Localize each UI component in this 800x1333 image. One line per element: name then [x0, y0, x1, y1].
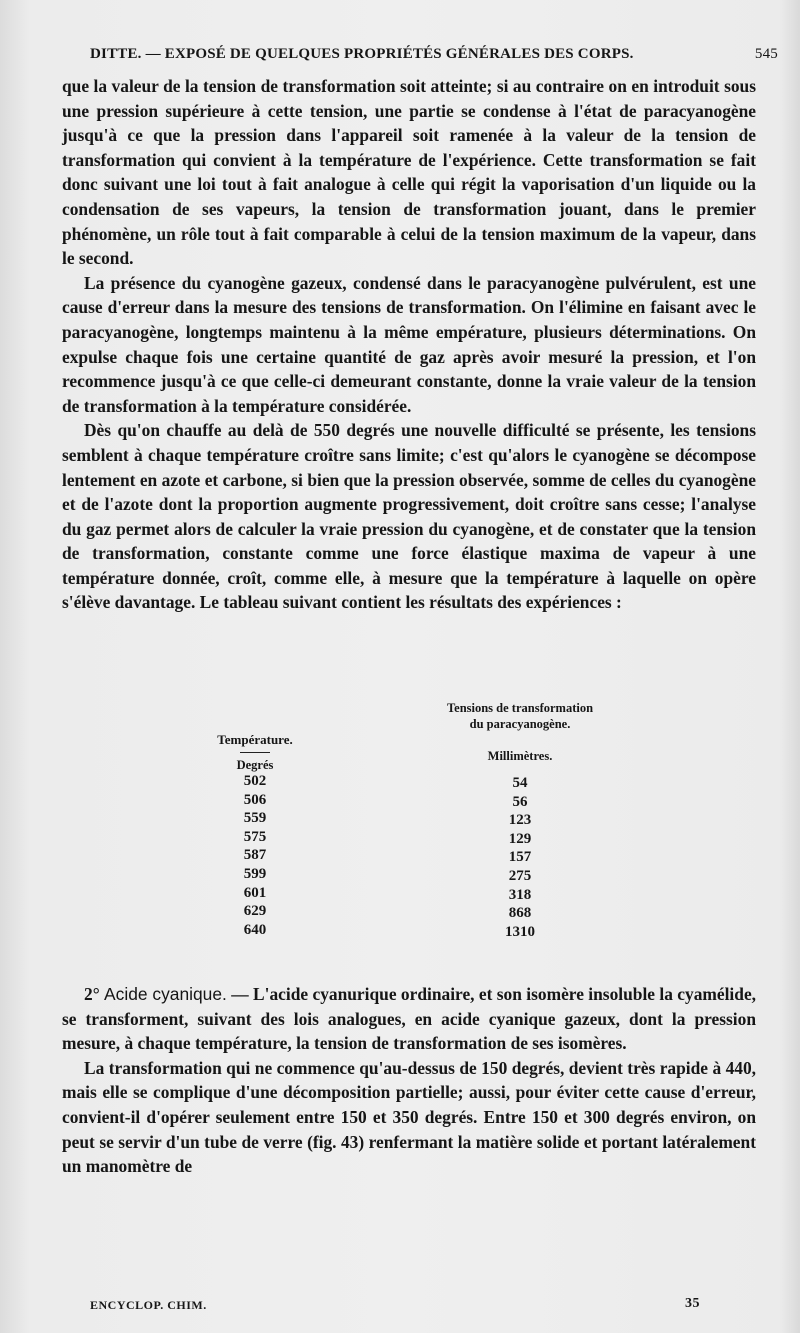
table-cell-temp: 587: [243, 847, 267, 864]
section-paragraph: [62, 982, 756, 1056]
page-footer: [90, 1298, 700, 1320]
paragraph: La présence du cyanogène gazeux, condensé dans le paracyanogène pulvérulent, est une cause d'erreur dans la mesure des tensions de transformation. On l'élimine en faisant avec le paracyanogène, longtemps maintenu à la même empérature, plusieurs déterminations. On expulse chaque fois une certaine quantité de gaz après avoir mesuré la pression, et l'on recommence jusqu'à ce que celle-ci demeurant constante, donne la vraie valeur de la tension de transformation à la température considérée.: [62, 272, 756, 416]
running-title: DITTE. — EXPOSÉ DE QUELQUES PROPRIÉTÉS GÉNÉRALES DES CORPS.: [90, 46, 634, 62]
data-table: [200, 700, 594, 950]
table-cell-temp: 506: [243, 791, 267, 808]
unit-millimeters: Millimètres.: [487, 749, 553, 763]
section-number: 2°: [84, 984, 100, 1004]
table-cell-tension: 318: [508, 886, 532, 903]
table-cell-tension: 275: [508, 867, 532, 884]
table-cell-temp: 629: [243, 903, 267, 920]
temperature-column: [200, 772, 310, 939]
signature-mark: 35: [685, 1296, 700, 1311]
table-header-tension: [420, 700, 620, 732]
paragraph: La transformation qui ne commence qu'au-dessus de 150 degrés, devient très rapide à 440, mais elle se complique d'une décomposition partielle; aussi, pour éviter cette cause d'erreur, convient-il d'opérer seulement entre 150 et 350 degrés. Entre 150 et 300 degrés environ, on peut se servir d'un tube de verre (fig. 43) renfermant la matière solide et portant latéralement un manomètre de: [62, 1057, 756, 1177]
table-header-temperature: Température.: [217, 732, 293, 747]
page-number: 545: [754, 46, 778, 62]
table-cell-tension: 157: [508, 849, 532, 866]
body-text-bottom: [62, 982, 756, 1179]
section-text: — L'acide cyanurique ordinaire, et son isomère insoluble la cyamélide, se transforment, suivant des lois analogues, en acide cyanique gazeux, dont la pression mesure, à chaque température, la tension de transformation de ses isomères.: [62, 984, 757, 1054]
section-title: Acide cyanique.: [104, 984, 227, 1004]
running-header: [90, 46, 778, 68]
footer-abbrev: ENCYCLOP. CHIM.: [90, 1298, 207, 1312]
table-header-tension-line1: Tensions de transformation: [446, 701, 594, 715]
table-cell-tension: 129: [508, 830, 532, 847]
table-cell-temp: 575: [243, 828, 267, 845]
table-cell-temp: 599: [243, 865, 267, 882]
header-rule: [240, 752, 270, 753]
table-cell-tension: 123: [508, 812, 532, 829]
unit-degrees: Degrés: [236, 758, 274, 772]
paragraph: Dès qu'on chauffe au delà de 550 degrés une nouvelle difficulté se présente, les tensions semblent à chaque température croître sans limite; c'est qu'alors le cyanogène se décompose lentement en azote et carbone, si bien que la pression observée, somme de celles du cyanogène et de l'azote dont la proportion augmente progressivement, doit croître sans cesse; l'analyse du gaz permet alors de calculer la vraie pression du cyanogène, et de constater que la tension de transformation, constante comme une force élastique maxima de vapeur à une température donnée, croît, comme elle, à mesure que la température à laquelle on opère s'élève davantage. Le tableau suivant contient les résultats des expériences :: [62, 420, 756, 613]
table-cell-temp: 640: [243, 921, 267, 938]
paragraph: que la valeur de la tension de transformation soit atteinte; si au contraire on en introduit sous une pression supérieure à cette tension, une partie se condense à l'état de paracyanogène jusqu'à ce que la pression dans l'appareil soit ramenée à la valeur de la tension de transformation qui convient à la température de l'expérience. Cette transformation se fait donc suivant une loi tout à fait analogue à celle qui régit la vaporisation d'un liquide ou la condensation de ses vapeurs, la tension de transformation jouant, dans le premier phénomène, un rôle tout à fait comparable à celui de la tension maximum de la vapeur, dans le second.: [62, 76, 756, 269]
tension-column: [420, 774, 620, 941]
table-cell-tension: 1310: [505, 923, 535, 940]
body-text-top: [62, 74, 756, 615]
table-header-tension-line2: du paracyanogène.: [469, 717, 571, 731]
table-cell-temp: 502: [243, 773, 267, 789]
table-cell-temp: 601: [243, 884, 267, 901]
table-cell-tension: 54: [512, 775, 528, 791]
table-cell-tension: 868: [508, 905, 532, 922]
table-cell-tension: 56: [512, 793, 528, 810]
table-cell-temp: 559: [243, 810, 267, 827]
